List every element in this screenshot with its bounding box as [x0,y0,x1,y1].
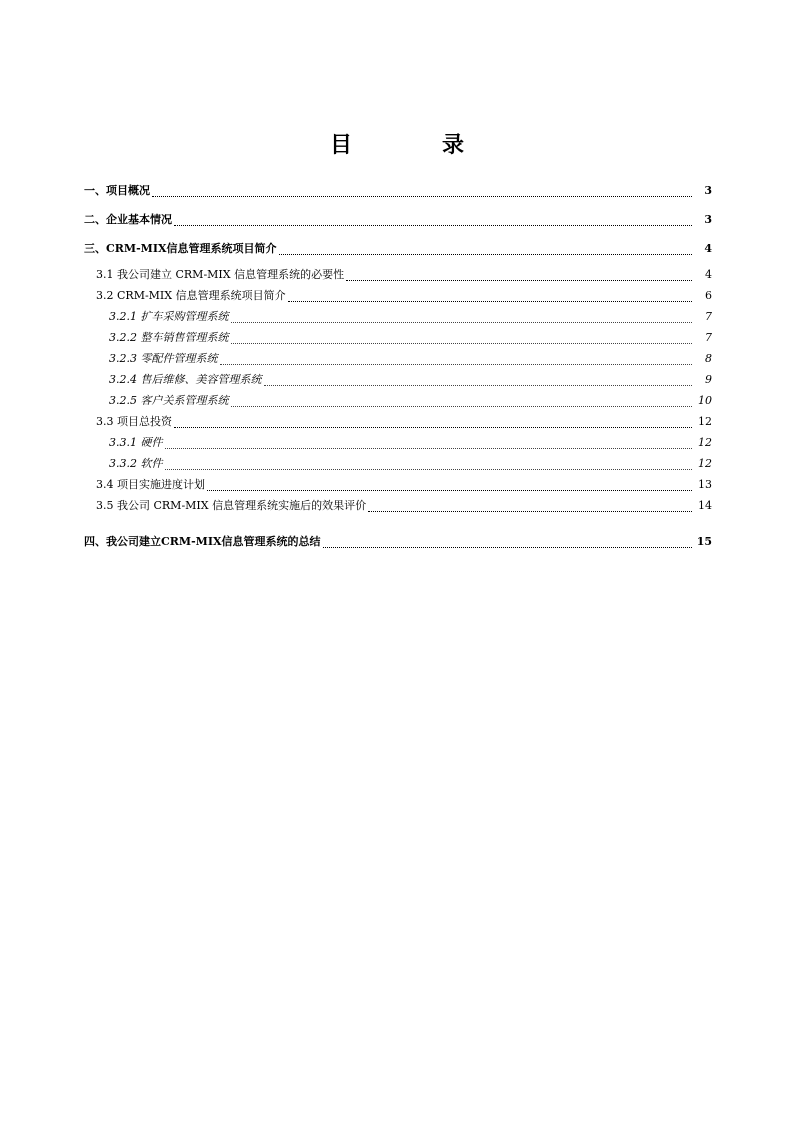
toc-entry-3-4[interactable] [84,474,712,495]
toc-entry-3-3-1[interactable] [84,432,712,453]
dot-leader [264,384,693,386]
toc-entry-3-2-2[interactable] [84,327,712,348]
toc-entry-3-2-3[interactable] [84,348,712,369]
dot-leader [165,447,693,449]
toc-entry-label: 3.3.1 硬件 [109,436,163,449]
toc-page-number: 4 [704,242,712,255]
toc-entry-2[interactable] [84,201,712,230]
toc-page-number: 9 [705,373,712,386]
toc-entry-label: 3.2.5 客户关系管理系统 [109,394,229,407]
toc-page-number: 6 [705,289,712,302]
toc-page-number: 12 [698,457,712,470]
toc-entry-label: 一、项目概况 [84,184,150,197]
toc-page-number: 7 [705,310,712,323]
dot-leader [165,468,693,470]
toc-entry-label: 3.3 项目总投资 [96,415,172,428]
dot-leader [207,489,692,491]
toc-entry-3-3[interactable] [84,411,712,432]
toc-page-number: 8 [705,352,712,365]
toc-entry-3-2-4[interactable] [84,369,712,390]
toc-entry-label: 二、企业基本情况 [84,213,172,226]
toc-page-number: 15 [696,535,712,548]
toc-entry-label: 四、我公司建立CRM-MIX信息管理系统的总结 [84,535,321,548]
dot-leader [346,279,692,281]
toc-entry-3-2-5[interactable] [84,390,712,411]
toc-page-number: 3 [704,213,712,226]
dot-leader [368,510,692,512]
dot-leader [288,300,692,302]
dot-leader [279,253,693,255]
toc-entry-4[interactable] [84,523,712,552]
toc-page-number: 7 [705,331,712,344]
toc-entry-label: 3.2.4 售后维修、美容管理系统 [109,373,262,386]
toc-entry-3-5[interactable] [84,495,712,516]
toc-entry-label: 3.2.1 扩车采购管理系统 [109,310,229,323]
toc-page-number: 3 [704,184,712,197]
toc-title: 目 录 [329,132,498,158]
toc-entry-label: 3.5 我公司 CRM-MIX 信息管理系统实施后的效果评价 [96,499,367,512]
toc-entry-label: 3.2.3 零配件管理系统 [109,352,218,365]
toc-entry-3-2-1[interactable] [84,306,712,327]
dot-leader [174,224,692,226]
toc-entry-3-1[interactable] [84,264,712,285]
toc-entry-label: 3.4 项目实施进度计划 [96,478,205,491]
dot-leader [231,321,693,323]
toc-page-number: 10 [698,394,712,407]
toc-entry-3[interactable] [84,230,712,259]
toc-entry-3-2[interactable] [84,285,712,306]
toc-page-number: 14 [698,499,712,512]
toc-page-number: 13 [698,478,712,491]
toc-entry-3-3-2[interactable] [84,453,712,474]
toc-entry-label: 3.2 CRM-MIX 信息管理系统项目简介 [96,289,286,302]
toc-entry-1[interactable] [84,172,712,201]
toc-entry-label: 3.3.2 软件 [109,457,163,470]
table-of-contents [84,172,712,552]
dot-leader [231,342,693,344]
dot-leader [231,405,693,407]
toc-page-number: 12 [698,415,712,428]
dot-leader [152,195,692,197]
toc-page-number: 12 [698,436,712,449]
dot-leader [323,546,693,548]
dot-leader [174,426,692,428]
toc-page-number: 4 [705,268,712,281]
toc-entry-label: 3.1 我公司建立 CRM-MIX 信息管理系统的必要性 [96,268,345,281]
toc-entry-label: 三、CRM-MIX信息管理系统项目简介 [84,242,277,255]
dot-leader [220,363,693,365]
toc-entry-label: 3.2.2 整车销售管理系统 [109,331,229,344]
